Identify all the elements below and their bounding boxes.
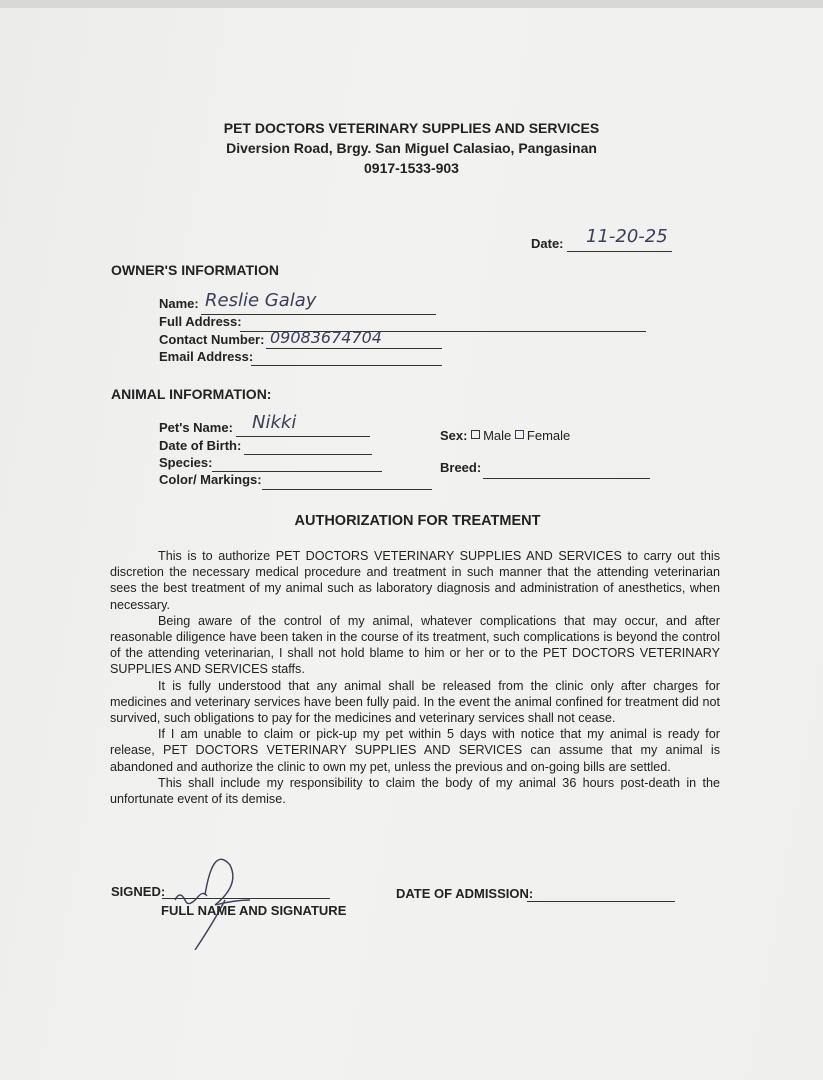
paragraph: It is fully understood that any animal shall be released from the clinic only after charges for medicines and veterinary services have been fully paid. In the event the animal confined for treatment did not survived, such obligations to pay for the medicines and veterinary services shall not cease. (110, 678, 720, 726)
business-name: PET DOCTORS VETERINARY SUPPLIES AND SERVICES (223, 120, 600, 136)
authorization-text (110, 548, 720, 807)
business-phone: 0917-1533-903 (364, 160, 459, 176)
pet-name-field[interactable] (236, 436, 370, 437)
dob-label: Date of Birth: (159, 438, 242, 453)
female-checkbox-checked[interactable] (515, 430, 524, 439)
admission-date-field[interactable] (527, 901, 675, 902)
email-label: Email Address: (159, 349, 254, 364)
breed-field[interactable] (483, 478, 650, 479)
sex-option-female[interactable] (515, 428, 570, 443)
male-checkbox[interactable] (471, 430, 480, 439)
owner-name-value: Reslie Galay (205, 290, 317, 311)
paragraph: This shall include my responsibility to claim the body of my animal 36 hours post-death in the unfortunate event of its demise. (110, 775, 720, 807)
email-field[interactable] (251, 365, 442, 366)
handwritten-signature (165, 840, 265, 950)
signature-sub-label: FULL NAME AND SIGNATURE (161, 903, 347, 918)
sex-option-male[interactable] (471, 428, 511, 443)
pet-name-value: Nikki (252, 412, 297, 433)
signed-label: SIGNED: (111, 884, 166, 899)
species-label: Species: (159, 455, 213, 470)
sex-label: Sex: (440, 428, 468, 443)
address-label: Full Address: (159, 314, 242, 329)
contact-label: Contact Number: (159, 332, 265, 347)
color-label: Color/ Markings: (159, 472, 262, 487)
form-page (0, 8, 823, 1080)
pet-name-label: Pet's Name: (159, 420, 233, 435)
contact-value: 09083674704 (270, 328, 382, 347)
breed-label: Breed: (440, 460, 482, 475)
paragraph: Being aware of the control of my animal, whatever complications that may occur, and after reasonable diligence have been taken in the course of its treatment, such complications is beyond the control of the attending veterinarian, I shall not hold blame to him or her or to the PET DOCTORS VETERINARY SUPPLIES AND SERVICES staffs. (110, 613, 720, 677)
paragraph: If I am unable to claim or pick-up my pet within 5 days with notice that my animal is ready for release, PET DOCTORS VETERINARY SUPPLIES AND SERVICES can assume that my animal is abandoned and authorize the clinic to own my pet, unless the previous and on-going bills are settled. (110, 727, 720, 774)
dob-field[interactable] (244, 454, 372, 455)
contact-field[interactable] (266, 348, 442, 349)
authorization-title: AUTHORIZATION FOR TREATMENT (294, 513, 541, 529)
date-value: 11-20-25 (586, 226, 668, 247)
male-label: Male (483, 428, 512, 443)
date-field-line[interactable] (567, 251, 672, 252)
color-field[interactable] (262, 489, 432, 490)
female-label: Female (526, 428, 571, 443)
sex-field (440, 428, 570, 443)
admission-date-label: DATE OF ADMISSION: (396, 886, 534, 901)
animal-section-title: ANIMAL INFORMATION: (111, 386, 272, 402)
owner-name-label: Name: (159, 296, 199, 311)
date-label: Date: (531, 236, 564, 251)
paragraph: This is to authorize PET DOCTORS VETERINARY SUPPLIES AND SERVICES to carry out this discretion the necessary medical procedure and treatment in such manner that the attending veterinarian sees the best treatment of my animal such as laboratory diagnosis and administration of anesthetics, when necessary. (110, 549, 720, 612)
owner-section-title: OWNER'S INFORMATION (111, 262, 279, 278)
business-address: Diversion Road, Brgy. San Miguel Calasiao, Pangasinan (226, 140, 597, 156)
